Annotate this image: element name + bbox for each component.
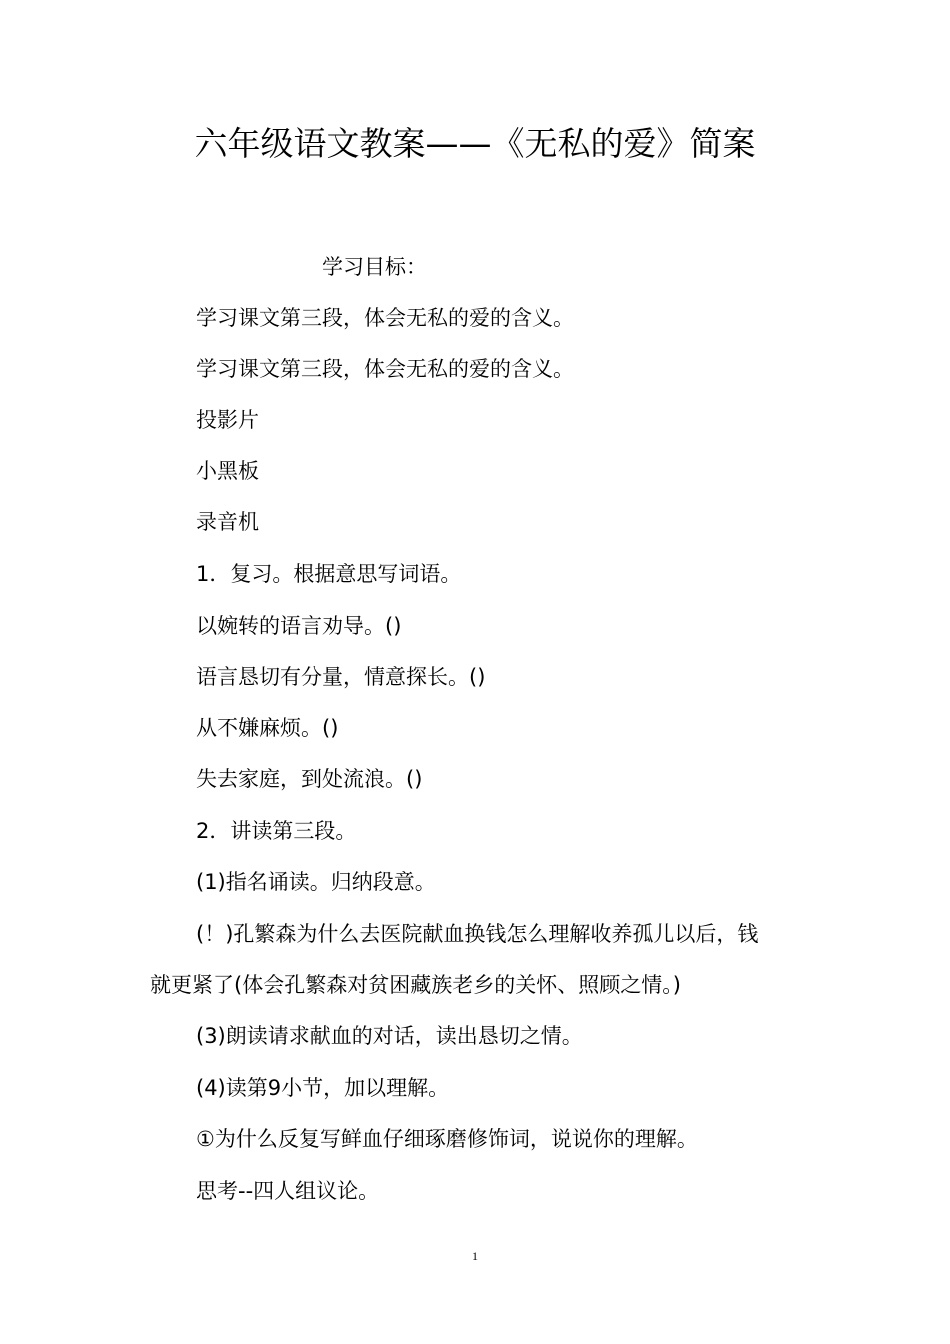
paragraph-line: 学习课文第三段，体会无私的爱的含义。 — [196, 306, 574, 330]
paragraph-line: (！)孔繁森为什么去医院献血换钱怎么理解收养孤儿以后，钱 — [196, 922, 759, 946]
paragraph-line: 2．讲读第三段。 — [196, 819, 357, 843]
paragraph-line: (3)朗读请求献血的对话，读出恳切之情。 — [196, 1024, 583, 1048]
paragraph-line: 思考--四人组议论。 — [196, 1179, 380, 1203]
paragraph-line: 失去家庭，到处流浪。() — [196, 767, 423, 791]
paragraph-line: 语言恳切有分量，情意探长。() — [196, 665, 486, 689]
paragraph-line: 学习课文第三段，体会无私的爱的含义。 — [196, 357, 574, 381]
paragraph-line: (4)读第9小节，加以理解。 — [196, 1076, 450, 1100]
paragraph-line: 1．复习。根据意思写词语。 — [196, 562, 462, 586]
paragraph-line: 小黑板 — [196, 459, 259, 483]
paragraph-line: 录音机 — [196, 510, 259, 534]
paragraph-line: 以婉转的语言劝导。() — [196, 614, 402, 638]
page-number: 1 — [472, 1249, 478, 1263]
paragraph-line: 投影片 — [196, 408, 259, 432]
document-title: 六年级语文教案——《无私的爱》简案 — [194, 124, 756, 163]
paragraph-line: 就更紧了(体会孔繁森对贫困藏族老乡的关怀、照顾之情。) — [150, 973, 681, 997]
paragraph-line: (1)指名诵读。归纳段意。 — [196, 870, 436, 894]
section-heading: 学习目标： — [322, 255, 427, 279]
paragraph-line: 从不嫌麻烦。() — [196, 716, 339, 740]
paragraph-line: ①为什么反复写鲜血仔细琢磨修饰词，说说你的理解。 — [196, 1127, 698, 1151]
